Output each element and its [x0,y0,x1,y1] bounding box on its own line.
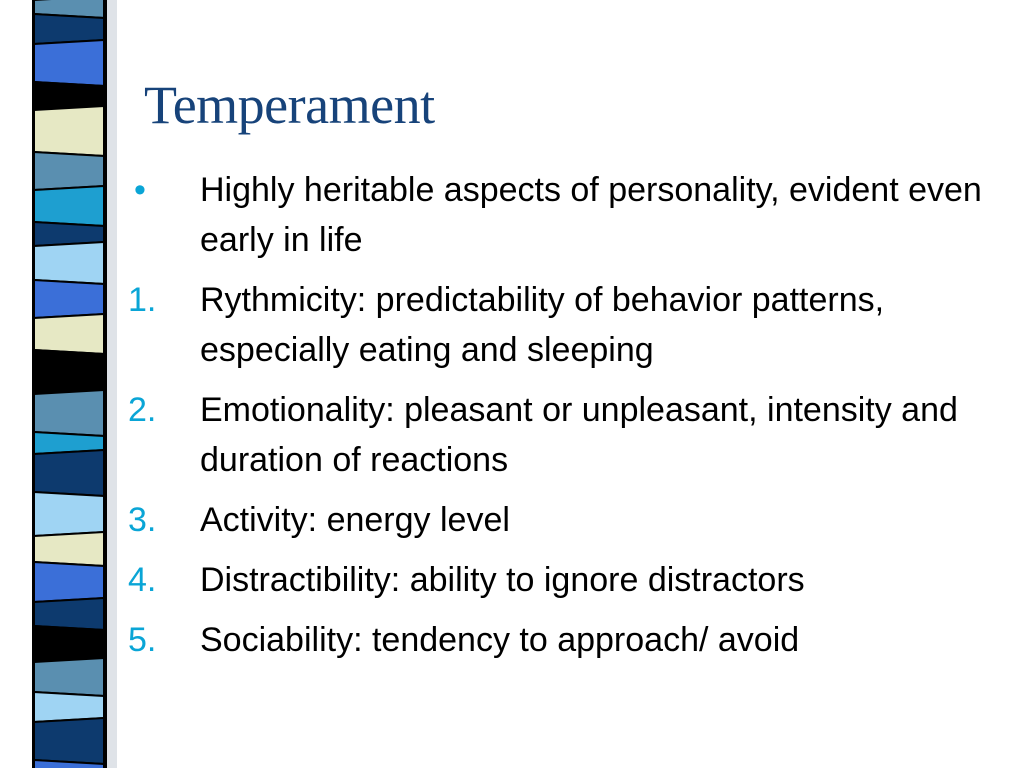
list-item-text: Activity: energy level [200,501,510,539]
list-item-text: Rythmicity: predictability of behavior patterns, especially eating and sleeping [200,281,885,369]
stripe-block [34,280,104,318]
stripe-shadow [107,0,117,768]
bullet-marker: • [134,171,146,209]
stripe-block [34,718,104,764]
stripe-block [34,314,104,354]
list-item-sociability [128,615,1018,665]
slide-title: Temperament [144,75,435,135]
bullet-list [128,165,1018,675]
stripe-block [34,40,104,86]
number-marker: 4. [128,561,157,599]
list-item-text: Distractibility: ability to ignore distractors [200,561,805,599]
number-marker: 1. [128,281,157,319]
stripe-block [34,450,104,496]
stripe-block [34,350,104,394]
stripe-block [34,186,104,226]
list-item-text: Emotionality: pleasant or unpleasant, intensity and duration of reactions [200,391,958,479]
stripe-block [34,692,104,722]
number-marker: 2. [128,391,157,429]
list-item-emotionality [128,385,1018,485]
list-item-intro [128,165,1018,265]
stripe-block [34,14,104,44]
stripe-block [34,598,104,630]
stripe-block [34,390,104,436]
stripe-edge-right [103,0,107,768]
stripe-block [34,532,104,566]
stripe-block [34,562,104,602]
stripe-edge-left [32,0,35,768]
decorative-stripe [0,0,118,768]
list-item-text: Sociability: tendency to approach/ avoid [200,621,800,659]
stripe-block [34,658,104,696]
stripe-block [34,492,104,536]
number-marker: 3. [128,501,157,539]
list-item-activity [128,495,1018,545]
list-item-text: Highly heritable aspects of personality, evident even early in life [200,171,982,259]
stripe-block [34,626,104,662]
list-item-distractibility [128,555,1018,605]
stripe-block [34,106,104,156]
list-item-rythmicity [128,275,1018,375]
stripe-block [34,242,104,284]
stripe-block [34,152,104,190]
number-marker: 5. [128,621,157,659]
